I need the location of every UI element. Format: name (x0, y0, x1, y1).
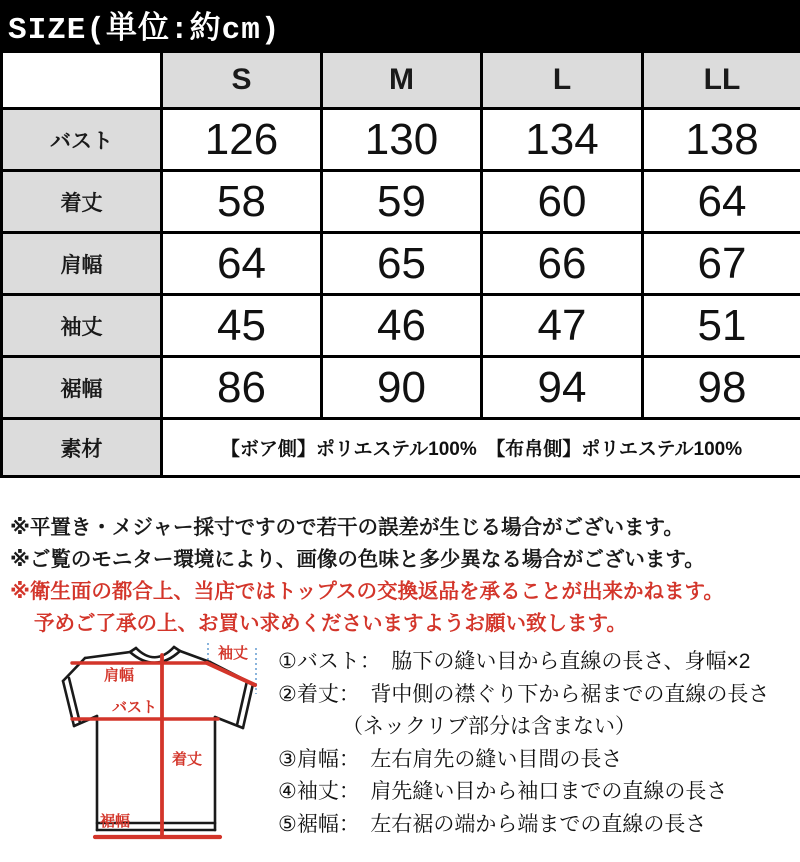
size-value-cell: 64 (162, 233, 322, 295)
table-row-hem (2, 357, 800, 419)
row-label-shoulder: 肩幅 (2, 233, 162, 295)
diagram-label-bust: バスト (112, 699, 158, 716)
col-header-s: S (162, 52, 322, 109)
guide-item-sleeve-length: ④袖丈： 肩先縫い目から袖口までの直線の長さ (278, 780, 728, 803)
row-label-length: 着丈 (2, 171, 162, 233)
size-value-cell: 130 (322, 109, 482, 171)
tshirt-measurement-diagram (0, 636, 280, 862)
size-value-cell: 65 (322, 233, 482, 295)
row-label-hem: 裾幅 (2, 357, 162, 419)
material-value-cell: 【ボア側】ポリエステル100% 【布帛側】ポリエステル100% (162, 419, 800, 477)
size-table (0, 50, 800, 478)
row-label-bust: バスト (2, 109, 162, 171)
diagram-label-sleeve-length: 袖丈 (218, 645, 249, 662)
size-header-row (2, 52, 800, 109)
size-value-cell: 94 (482, 357, 643, 419)
tshirt-outline-drawing (0, 636, 280, 862)
guide-item-body-length: ②着丈： 背中側の襟ぐり下から裾までの直線の長さ (278, 682, 770, 706)
table-row-length (2, 171, 800, 233)
guide-item-hem-width: ⑤裾幅： 左右裾の端から端までの直線の長さ (278, 812, 707, 836)
guide-item-shoulder-width: ③肩幅： 左右肩先の縫い目間の長さ (278, 747, 623, 771)
page-title: SIZE(単位:約cm) (8, 13, 281, 48)
title-bar (0, 0, 800, 50)
table-row-bust (2, 109, 800, 171)
row-label-material: 素材 (2, 419, 162, 477)
measure-guide-list (278, 646, 798, 841)
size-value-cell: 90 (322, 357, 482, 419)
table-row-material (2, 419, 800, 477)
col-header-ll: LL (643, 52, 800, 109)
table-row-sleeve (2, 295, 800, 357)
size-value-cell: 47 (482, 295, 643, 357)
notes-block (10, 512, 798, 640)
diagram-label-hem-width: 裾幅 (100, 813, 131, 830)
col-header-m: M (322, 52, 482, 109)
size-value-cell: 98 (643, 357, 800, 419)
size-value-cell: 60 (482, 171, 643, 233)
row-label-sleeve: 袖丈 (2, 295, 162, 357)
size-value-cell: 138 (643, 109, 800, 171)
note-line-warning: ※衛生面の都合上、当店ではトップスの交換返品を承ることが出来かねます。 (10, 580, 724, 603)
size-value-cell: 51 (643, 295, 800, 357)
table-row-shoulder (2, 233, 800, 295)
size-value-cell: 45 (162, 295, 322, 357)
size-value-cell: 59 (322, 171, 482, 233)
note-line: ※平置き・メジャー採寸ですので若干の誤差が生じる場合がございます。 (10, 516, 684, 539)
note-line: ※ご覧のモニター環境により、画像の色味と多少異なる場合がございます。 (10, 548, 705, 571)
size-value-cell: 86 (162, 357, 322, 419)
guide-item-bust: ①バスト： 脇下の縫い目から直線の長さ、身幅×2 (278, 650, 751, 673)
size-value-cell: 58 (162, 171, 322, 233)
col-header-l: L (482, 52, 643, 109)
size-value-cell: 134 (482, 109, 643, 171)
corner-cell (2, 52, 162, 109)
size-value-cell: 126 (162, 109, 322, 171)
note-line-warning: 予めご了承の上、お買い求めくださいますようお願い致します。 (34, 612, 627, 635)
size-value-cell: 67 (643, 233, 800, 295)
size-value-cell: 64 (643, 171, 800, 233)
size-value-cell: 46 (322, 295, 482, 357)
diagram-label-body-length: 着丈 (172, 751, 203, 768)
guide-item-note: （ネックリブ部分は含まない） (342, 715, 636, 738)
diagram-label-shoulder-width: 肩幅 (104, 667, 135, 684)
size-value-cell: 66 (482, 233, 643, 295)
